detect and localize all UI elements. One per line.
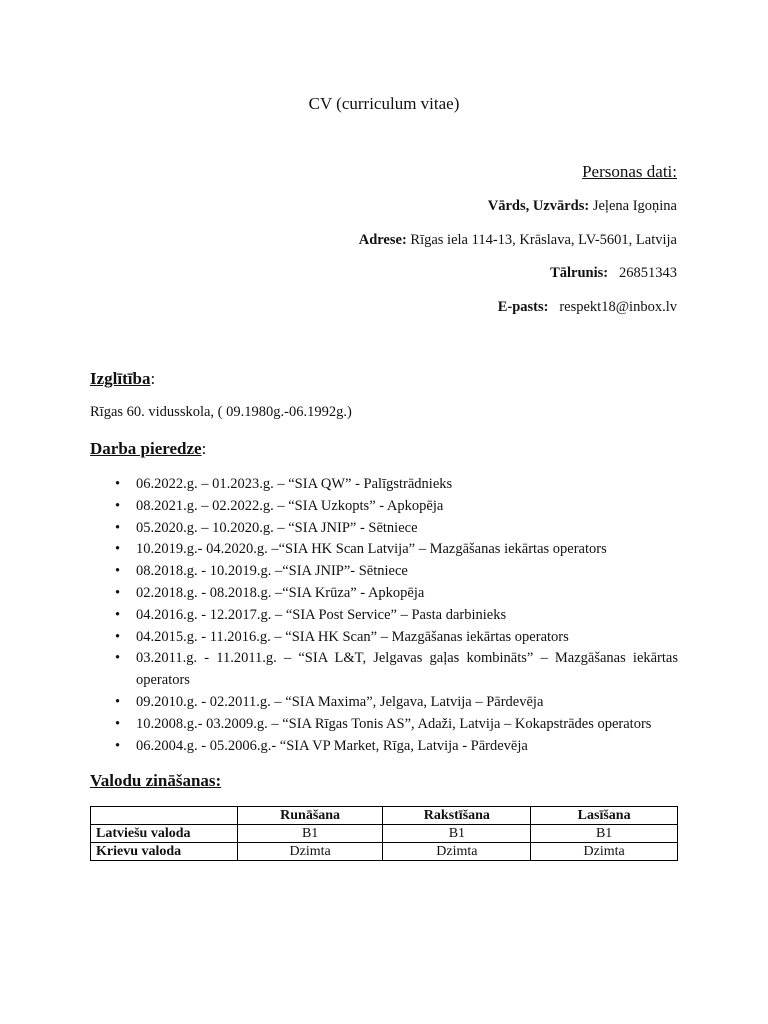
list-item: • 06.2022.g. – 01.2023.g. – “SIA QW” - Palīgstrādnieks [90, 474, 678, 496]
education-heading: Izglītība: [90, 369, 156, 388]
list-item: • 10.2019.g.- 04.2020.g. –“SIA HK Scan Latvija” – Mazgāšanas iekārtas operators [90, 539, 678, 561]
experience-heading-text: Darba pieredze [90, 439, 202, 458]
list-item: • 09.2010.g. - 02.2011.g. – “SIA Maxima”, Jelgava, Latvija – Pārdevēja [90, 692, 678, 714]
table-cell-speaking: Dzimta [237, 843, 383, 861]
document-title: CV (curriculum vitae) [308, 94, 460, 113]
name-value: Jeļena Igoņina [589, 198, 677, 214]
list-item: • 06.2004.g. - 05.2006.g.- “SIA VP Market, Rīga, Latvija - Pārdevēja [90, 736, 678, 758]
table-header-reading: Lasīšana [531, 807, 678, 825]
phone-label: Tālrunis: [550, 265, 609, 281]
name-label: Vārds, Uzvārds: [487, 198, 590, 214]
list-item: • 03.2011.g. - 11.2011.g. – “SIA L&T, Jelgavas gaļas kombināts” – Mazgāšanas iekārtas operators [90, 648, 678, 692]
list-item: • 04.2016.g. - 12.2017.g. – “SIA Post Service” – Pasta darbinieks [90, 605, 678, 627]
table-cell-language: Krievu valoda [91, 843, 238, 861]
address-value: Rīgas iela 114-13, Krāslava, LV-5601, Latvija [406, 231, 677, 248]
table-row [91, 825, 678, 843]
table-cell-reading: B1 [531, 825, 678, 843]
table-header-writing: Rakstīšana [383, 807, 531, 825]
phone-row [359, 263, 677, 297]
address-row [359, 230, 677, 264]
languages-table [90, 806, 678, 861]
list-item: • 10.2008.g.- 03.2009.g. – “SIA Rīgas Tonis AS”, Adaži, Latvija – Kokapstrādes operators [90, 714, 678, 736]
education-text: Rīgas 60. vidusskola, ( 09.1980g.-06.1992g.) [90, 404, 352, 420]
email-value: respekt18@inbox.lv [548, 298, 677, 315]
address-label: Adrese: [358, 231, 407, 248]
name-row [359, 196, 677, 230]
phone-value: 26851343 [608, 265, 677, 281]
table-cell-writing: B1 [383, 825, 531, 843]
table-cell-reading: Dzimta [531, 843, 678, 861]
list-item: • 08.2021.g. – 02.2022.g. – “SIA Uzkopts” - Apkopēja [90, 496, 678, 518]
table-cell-speaking: B1 [237, 825, 383, 843]
table-header-row [91, 807, 678, 825]
table-row [91, 843, 678, 861]
table-header-speaking: Runāšana [237, 807, 383, 825]
list-item: • 05.2020.g. – 10.2020.g. – “SIA JNIP” - Sētniece [90, 518, 678, 540]
table-cell-language: Latviešu valoda [91, 825, 238, 843]
list-item: • 02.2018.g. - 08.2018.g. –“SIA Krūza” - Apkopēja [90, 583, 678, 605]
languages-heading [90, 771, 221, 791]
languages-heading-text: Valodu zināšanas: [90, 771, 222, 790]
experience-list [90, 474, 678, 757]
education-heading-text: Izglītība [90, 369, 151, 388]
table-header-blank [91, 807, 238, 825]
experience-heading: Darba pieredze: [90, 439, 207, 458]
email-label: E-pasts: [497, 298, 549, 315]
list-item: • 04.2015.g. - 11.2016.g. – “SIA HK Scan” – Mazgāšanas iekārtas operators [90, 627, 678, 649]
list-item: • 08.2018.g. - 10.2019.g. –“SIA JNIP”- Sētniece [90, 561, 678, 583]
personal-data-heading: Personas dati: [582, 162, 677, 181]
table-cell-writing: Dzimta [383, 843, 531, 861]
email-row [359, 297, 677, 331]
personal-data-section [359, 162, 677, 330]
